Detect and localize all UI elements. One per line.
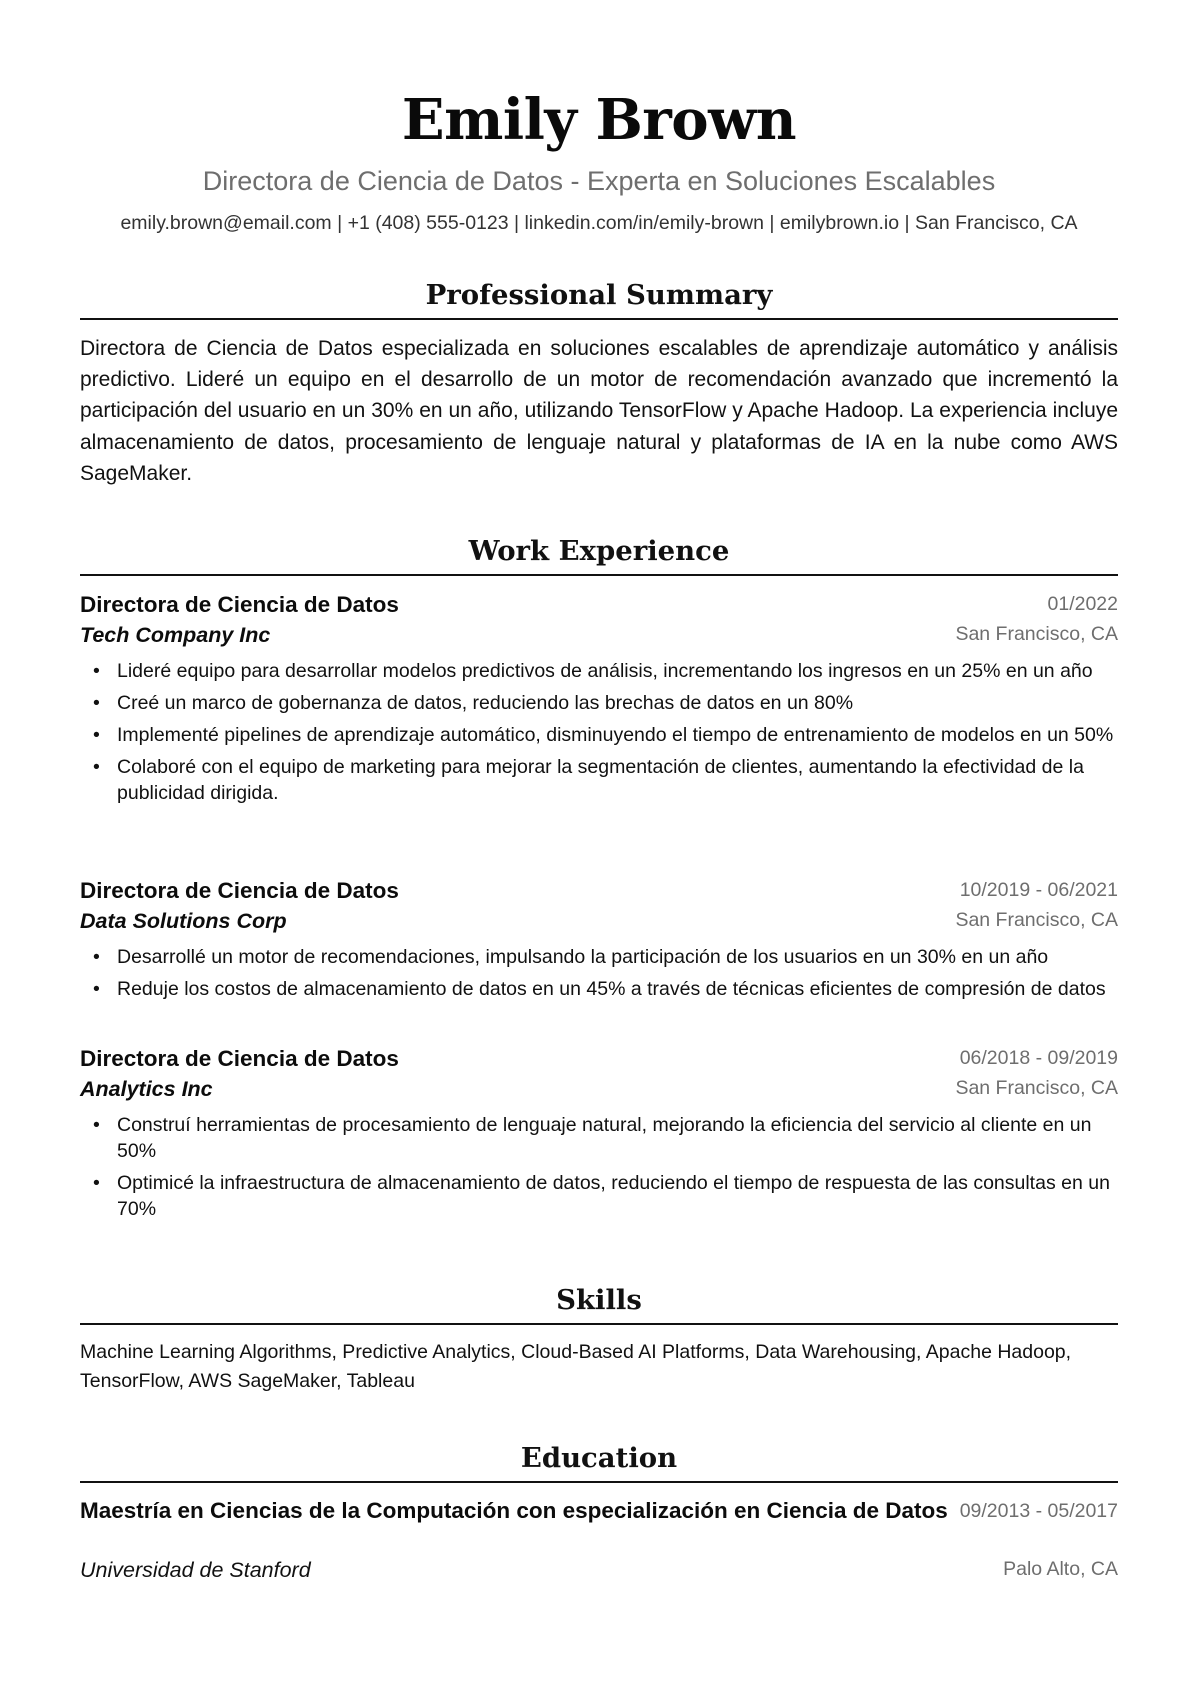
- bullet-text: Optimicé la infraestructura de almacenamiento de datos, reduciendo el tiempo de respuesta de las consultas en un 70%: [117, 1172, 1110, 1220]
- bullet-text: Desarrollé un motor de recomendaciones, impulsando la participación de los usuarios en un 30% en un año: [117, 946, 1049, 968]
- bullet-glyph: •: [93, 756, 100, 778]
- bullet-glyph: •: [93, 1172, 100, 1194]
- bullet-glyph: •: [93, 660, 100, 682]
- bullet-glyph: •: [93, 946, 100, 968]
- job-dates: 01/2022: [1047, 593, 1118, 615]
- job-bullets: [80, 1112, 1118, 1222]
- education-divider: [80, 1481, 1118, 1483]
- company-name: Analytics Inc: [80, 1077, 213, 1101]
- bullet-glyph: •: [93, 978, 100, 1000]
- bullet-item: [80, 690, 1118, 716]
- education-location: Palo Alto, CA: [1003, 1558, 1118, 1580]
- bullet-text: Creé un marco de gobernanza de datos, reduciendo las brechas de datos en un 80%: [117, 692, 854, 714]
- bullet-item: [80, 976, 1118, 1002]
- education-dates: 09/2013 - 05/2017: [959, 1500, 1118, 1522]
- bullet-item: [80, 754, 1118, 806]
- bullet-glyph: •: [93, 1114, 100, 1136]
- contact-line: emily.brown@email.com | +1 (408) 555-0123 | linkedin.com/in/emily-brown | emilybrown.io | San Francisco, CA: [120, 212, 1078, 234]
- bullet-text: Construí herramientas de procesamiento de lenguaje natural, mejorando la eficiencia del servicio al cliente en un 50%: [117, 1114, 1092, 1162]
- candidate-name: Emily Brown: [401, 87, 797, 153]
- bullet-item: [80, 658, 1118, 684]
- job-entry: [80, 876, 1118, 1008]
- candidate-headline: Directora de Ciencia de Datos - Experta en Soluciones Escalables: [202, 166, 996, 196]
- skills-list: Machine Learning Algorithms, Predictive Analytics, Cloud-Based AI Platforms, Data Warehousing, Apache Hadoop, TensorFlow, AWS SageMaker, Tableau: [80, 1341, 1072, 1392]
- job-entry: [80, 1044, 1118, 1228]
- bullet-item: [80, 1170, 1118, 1222]
- degree-title: Maestría en Ciencias de la Computación con especialización en Ciencia de Datos: [80, 1498, 948, 1523]
- summary-text: Directora de Ciencia de Datos especializada en soluciones escalables de aprendizaje automático y análisis predictivo. Lideré un equipo en el desarrollo de un motor de recomendación avanzado que incrementó la participación del usuario en un 30% en un año, utilizando TensorFlow y Apache Hadoop. La experiencia incluye almacenamiento de datos, procesamiento de lenguaje natural y plataformas de IA en la nube como AWS SageMaker.: [80, 337, 1118, 485]
- job-location: San Francisco, CA: [955, 1077, 1118, 1099]
- school-name: Universidad de Stanford: [80, 1558, 311, 1582]
- summary-heading: Professional Summary: [425, 279, 773, 311]
- job-location: San Francisco, CA: [955, 623, 1118, 645]
- bullet-glyph: •: [93, 724, 100, 746]
- job-title: Directora de Ciencia de Datos: [80, 878, 399, 903]
- bullet-item: [80, 944, 1118, 970]
- job-title: Directora de Ciencia de Datos: [80, 1046, 399, 1071]
- job-bullets: [80, 658, 1118, 806]
- job-location: San Francisco, CA: [955, 909, 1118, 931]
- summary-divider: [80, 318, 1118, 320]
- bullet-text: Implementé pipelines de aprendizaje automático, disminuyendo el tiempo de entrenamiento de modelos en un 50%: [117, 724, 1114, 746]
- bullet-item: [80, 1112, 1118, 1164]
- skills-heading: Skills: [556, 1284, 642, 1316]
- company-name: Data Solutions Corp: [80, 909, 287, 933]
- job-title: Directora de Ciencia de Datos: [80, 592, 399, 617]
- bullet-text: Colaboré con el equipo de marketing para mejorar la segmentación de clientes, aumentando la efectividad de la publicidad dirigida.: [117, 756, 1084, 804]
- skills-divider: [80, 1323, 1118, 1325]
- experience-divider: [80, 574, 1118, 576]
- bullet-text: Reduje los costos de almacenamiento de datos en un 45% a través de técnicas eficientes de compresión de datos: [117, 978, 1106, 1000]
- company-name: Tech Company Inc: [80, 623, 271, 647]
- education-heading: Education: [520, 1442, 678, 1474]
- job-dates: 06/2018 - 09/2019: [959, 1047, 1118, 1069]
- bullet-item: [80, 722, 1118, 748]
- bullet-text: Lideré equipo para desarrollar modelos predictivos de análisis, incrementando los ingresos en un 25% en un año: [117, 660, 1093, 682]
- job-bullets: [80, 944, 1118, 1002]
- experience-heading: Work Experience: [468, 535, 730, 567]
- job-dates: 10/2019 - 06/2021: [959, 879, 1118, 901]
- job-entry: [80, 590, 1118, 812]
- bullet-glyph: •: [93, 692, 100, 714]
